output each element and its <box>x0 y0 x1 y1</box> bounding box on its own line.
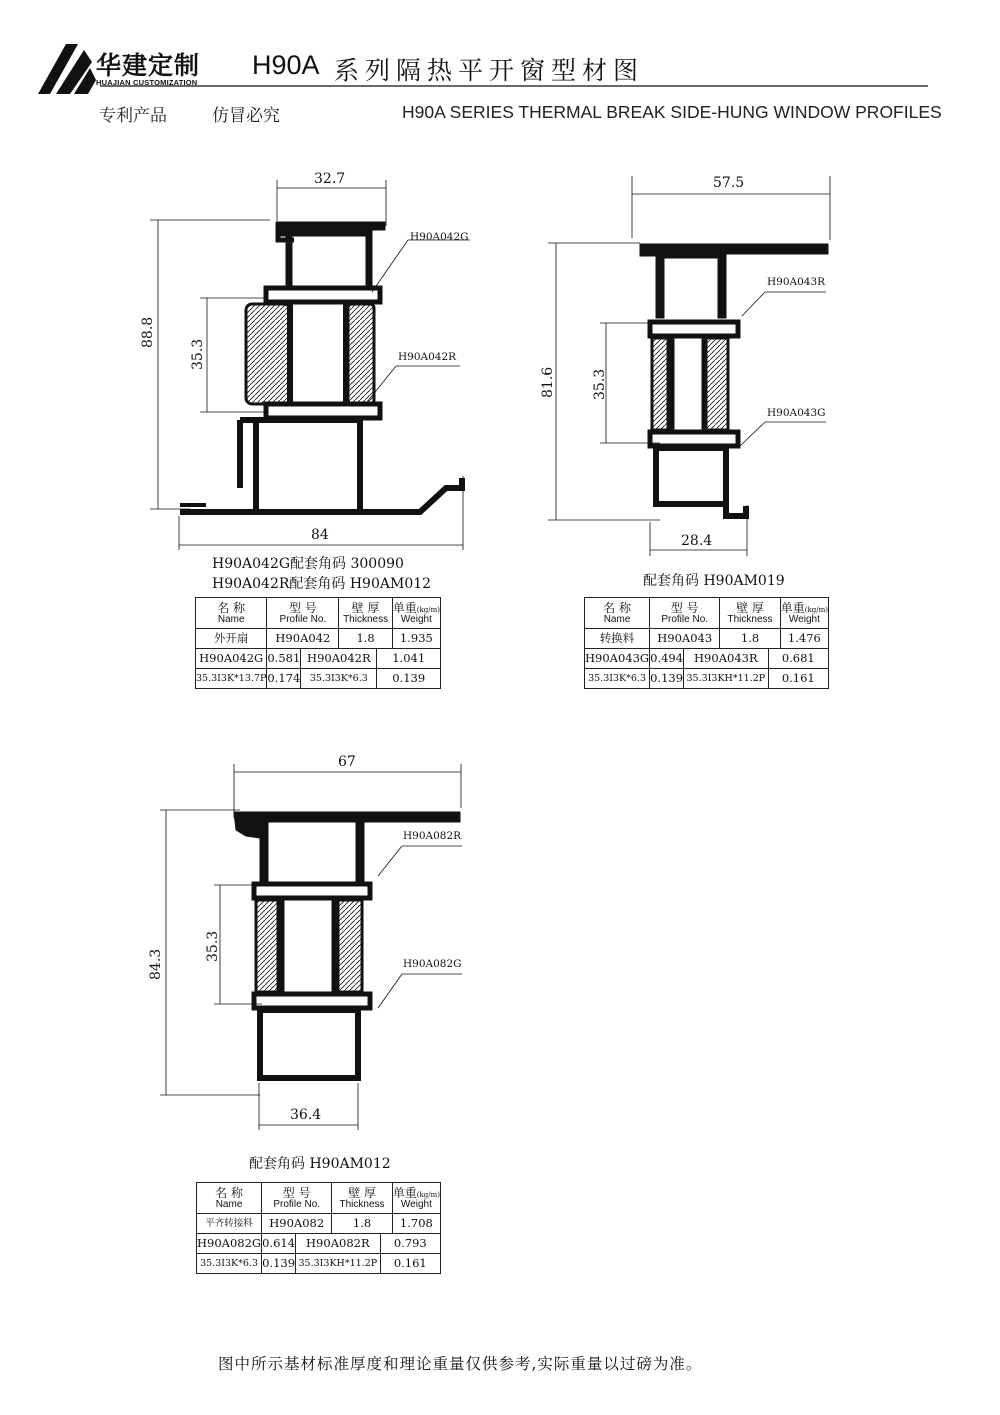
header-profile: 型 号 Profile No. <box>262 1183 332 1214</box>
dim-top-3: 67 <box>338 754 356 770</box>
cell-insul-a-weight: 0.139 <box>650 669 684 689</box>
header-thickness: 壁 厚 Thickness <box>332 1183 392 1214</box>
footer-note: 图中所示基材标准厚度和理论重量仅供参考,实际重量以过磅为准。 <box>218 1355 703 1373</box>
label-h90a043r: H90A043R <box>767 276 826 288</box>
cell-name: 转换料 <box>585 629 650 649</box>
dim-inner-2: 35.3 <box>592 368 608 400</box>
cell-weight: 1.476 <box>780 629 828 649</box>
cell-profile: H90A043 <box>650 629 720 649</box>
dim-inner-1: 35.3 <box>190 338 206 370</box>
caption-1a: H90A042G配套角码 300090 <box>212 556 404 572</box>
cell-profile: H90A042 <box>267 629 339 649</box>
cell-weight: 1.708 <box>392 1214 440 1234</box>
header-profile: 型 号 Profile No. <box>267 598 339 629</box>
title-model: H90A <box>252 50 320 80</box>
cell-strip-a: H90A082G <box>197 1234 262 1254</box>
dim-top-2: 57.5 <box>713 175 745 191</box>
cell-insul-a-weight: 0.139 <box>262 1254 296 1274</box>
cell-strip-b: H90A043R <box>684 649 769 669</box>
cell-insul-b-weight: 0.139 <box>377 669 441 689</box>
label-h90a042g: H90A042G <box>410 231 469 243</box>
caption-1b: H90A042R配套角码 H90AM012 <box>212 576 432 592</box>
cell-insul-a: 35.3I3K*6.3 <box>585 669 650 689</box>
dim-height-1: 88.8 <box>140 316 156 348</box>
dim-inner-3: 35.3 <box>205 930 221 962</box>
cell-strip-b: H90A042R <box>301 649 377 669</box>
header-thickness: 壁 厚 Thickness <box>720 598 780 629</box>
cell-insul-b: 35.3I3KH*11.2P <box>684 669 769 689</box>
brand-tagline: HUAJIAN CUSTOMIZATION <box>96 78 198 87</box>
cell-name: 平齐转接料 <box>197 1214 262 1234</box>
header-thickness: 壁 厚 Thickness <box>339 598 392 629</box>
header-weight: 单重(kg/m) Weight <box>780 598 828 629</box>
cell-thickness: 1.8 <box>332 1214 392 1234</box>
label-h90a082r: H90A082R <box>403 830 462 842</box>
cell-strip-b: H90A082R <box>296 1234 381 1254</box>
caption-2: 配套角码 H90AM019 <box>643 573 785 589</box>
cell-strip-b-weight: 1.041 <box>377 649 441 669</box>
spec-table-2 <box>584 597 829 689</box>
dim-bottom-1: 84 <box>311 527 329 543</box>
cell-strip-b-weight: 0.793 <box>380 1234 440 1254</box>
cell-weight: 1.935 <box>392 629 440 649</box>
cell-name: 外开扇 <box>196 629 267 649</box>
cell-insul-b: 35.3I3K*6.3 <box>301 669 377 689</box>
header-name: 名 称 Name <box>196 598 267 629</box>
dim-top-1: 32.7 <box>314 171 346 187</box>
cell-insul-a: 35.3I3K*13.7P <box>196 669 267 689</box>
cell-strip-b-weight: 0.681 <box>768 649 828 669</box>
cell-strip-a-weight: 0.494 <box>650 649 684 669</box>
header-profile: 型 号 Profile No. <box>650 598 720 629</box>
header-weight: 单重(kg/m) Weight <box>392 598 440 629</box>
dim-height-3: 84.3 <box>148 948 164 980</box>
cell-insul-a-weight: 0.174 <box>267 669 301 689</box>
cell-insul-a: 35.3I3K*6.3 <box>197 1254 262 1274</box>
cell-thickness: 1.8 <box>339 629 392 649</box>
profile-drawing-h90a043 <box>548 176 830 556</box>
spec-table-3 <box>196 1182 441 1274</box>
dim-bottom-3: 36.4 <box>290 1107 322 1123</box>
page-title-en: H90A SERIES THERMAL BREAK SIDE-HUNG WINDOW PROFILES <box>402 102 942 122</box>
label-h90a042r: H90A042R <box>398 351 457 363</box>
dim-height-2: 81.6 <box>540 366 556 398</box>
caption-3: 配套角码 H90AM012 <box>249 1156 391 1172</box>
header-weight: 单重(kg/m) Weight <box>392 1183 440 1214</box>
spec-table-1 <box>195 597 441 689</box>
cell-strip-a-weight: 0.581 <box>267 649 301 669</box>
cell-profile: H90A082 <box>262 1214 332 1234</box>
cell-strip-a-weight: 0.614 <box>262 1234 296 1254</box>
cell-insul-b-weight: 0.161 <box>380 1254 440 1274</box>
header-name: 名 称 Name <box>197 1183 262 1214</box>
label-h90a043g: H90A043G <box>767 407 826 419</box>
warning-note: 仿冒必究 <box>212 106 280 126</box>
dim-bottom-2: 28.4 <box>681 533 713 549</box>
cell-strip-a: H90A043G <box>585 649 650 669</box>
page-title: 系列隔热平开窗型材图 <box>334 56 645 85</box>
cell-thickness: 1.8 <box>720 629 780 649</box>
brand-name: 华建定制 <box>96 51 201 80</box>
cell-insul-b: 35.3I3KH*11.2P <box>296 1254 381 1274</box>
cell-strip-a: H90A042G <box>196 649 267 669</box>
header-name: 名 称 Name <box>585 598 650 629</box>
cell-insul-b-weight: 0.161 <box>768 669 828 689</box>
label-h90a082g: H90A082G <box>403 958 462 970</box>
patent-note: 专利产品 <box>99 106 167 126</box>
